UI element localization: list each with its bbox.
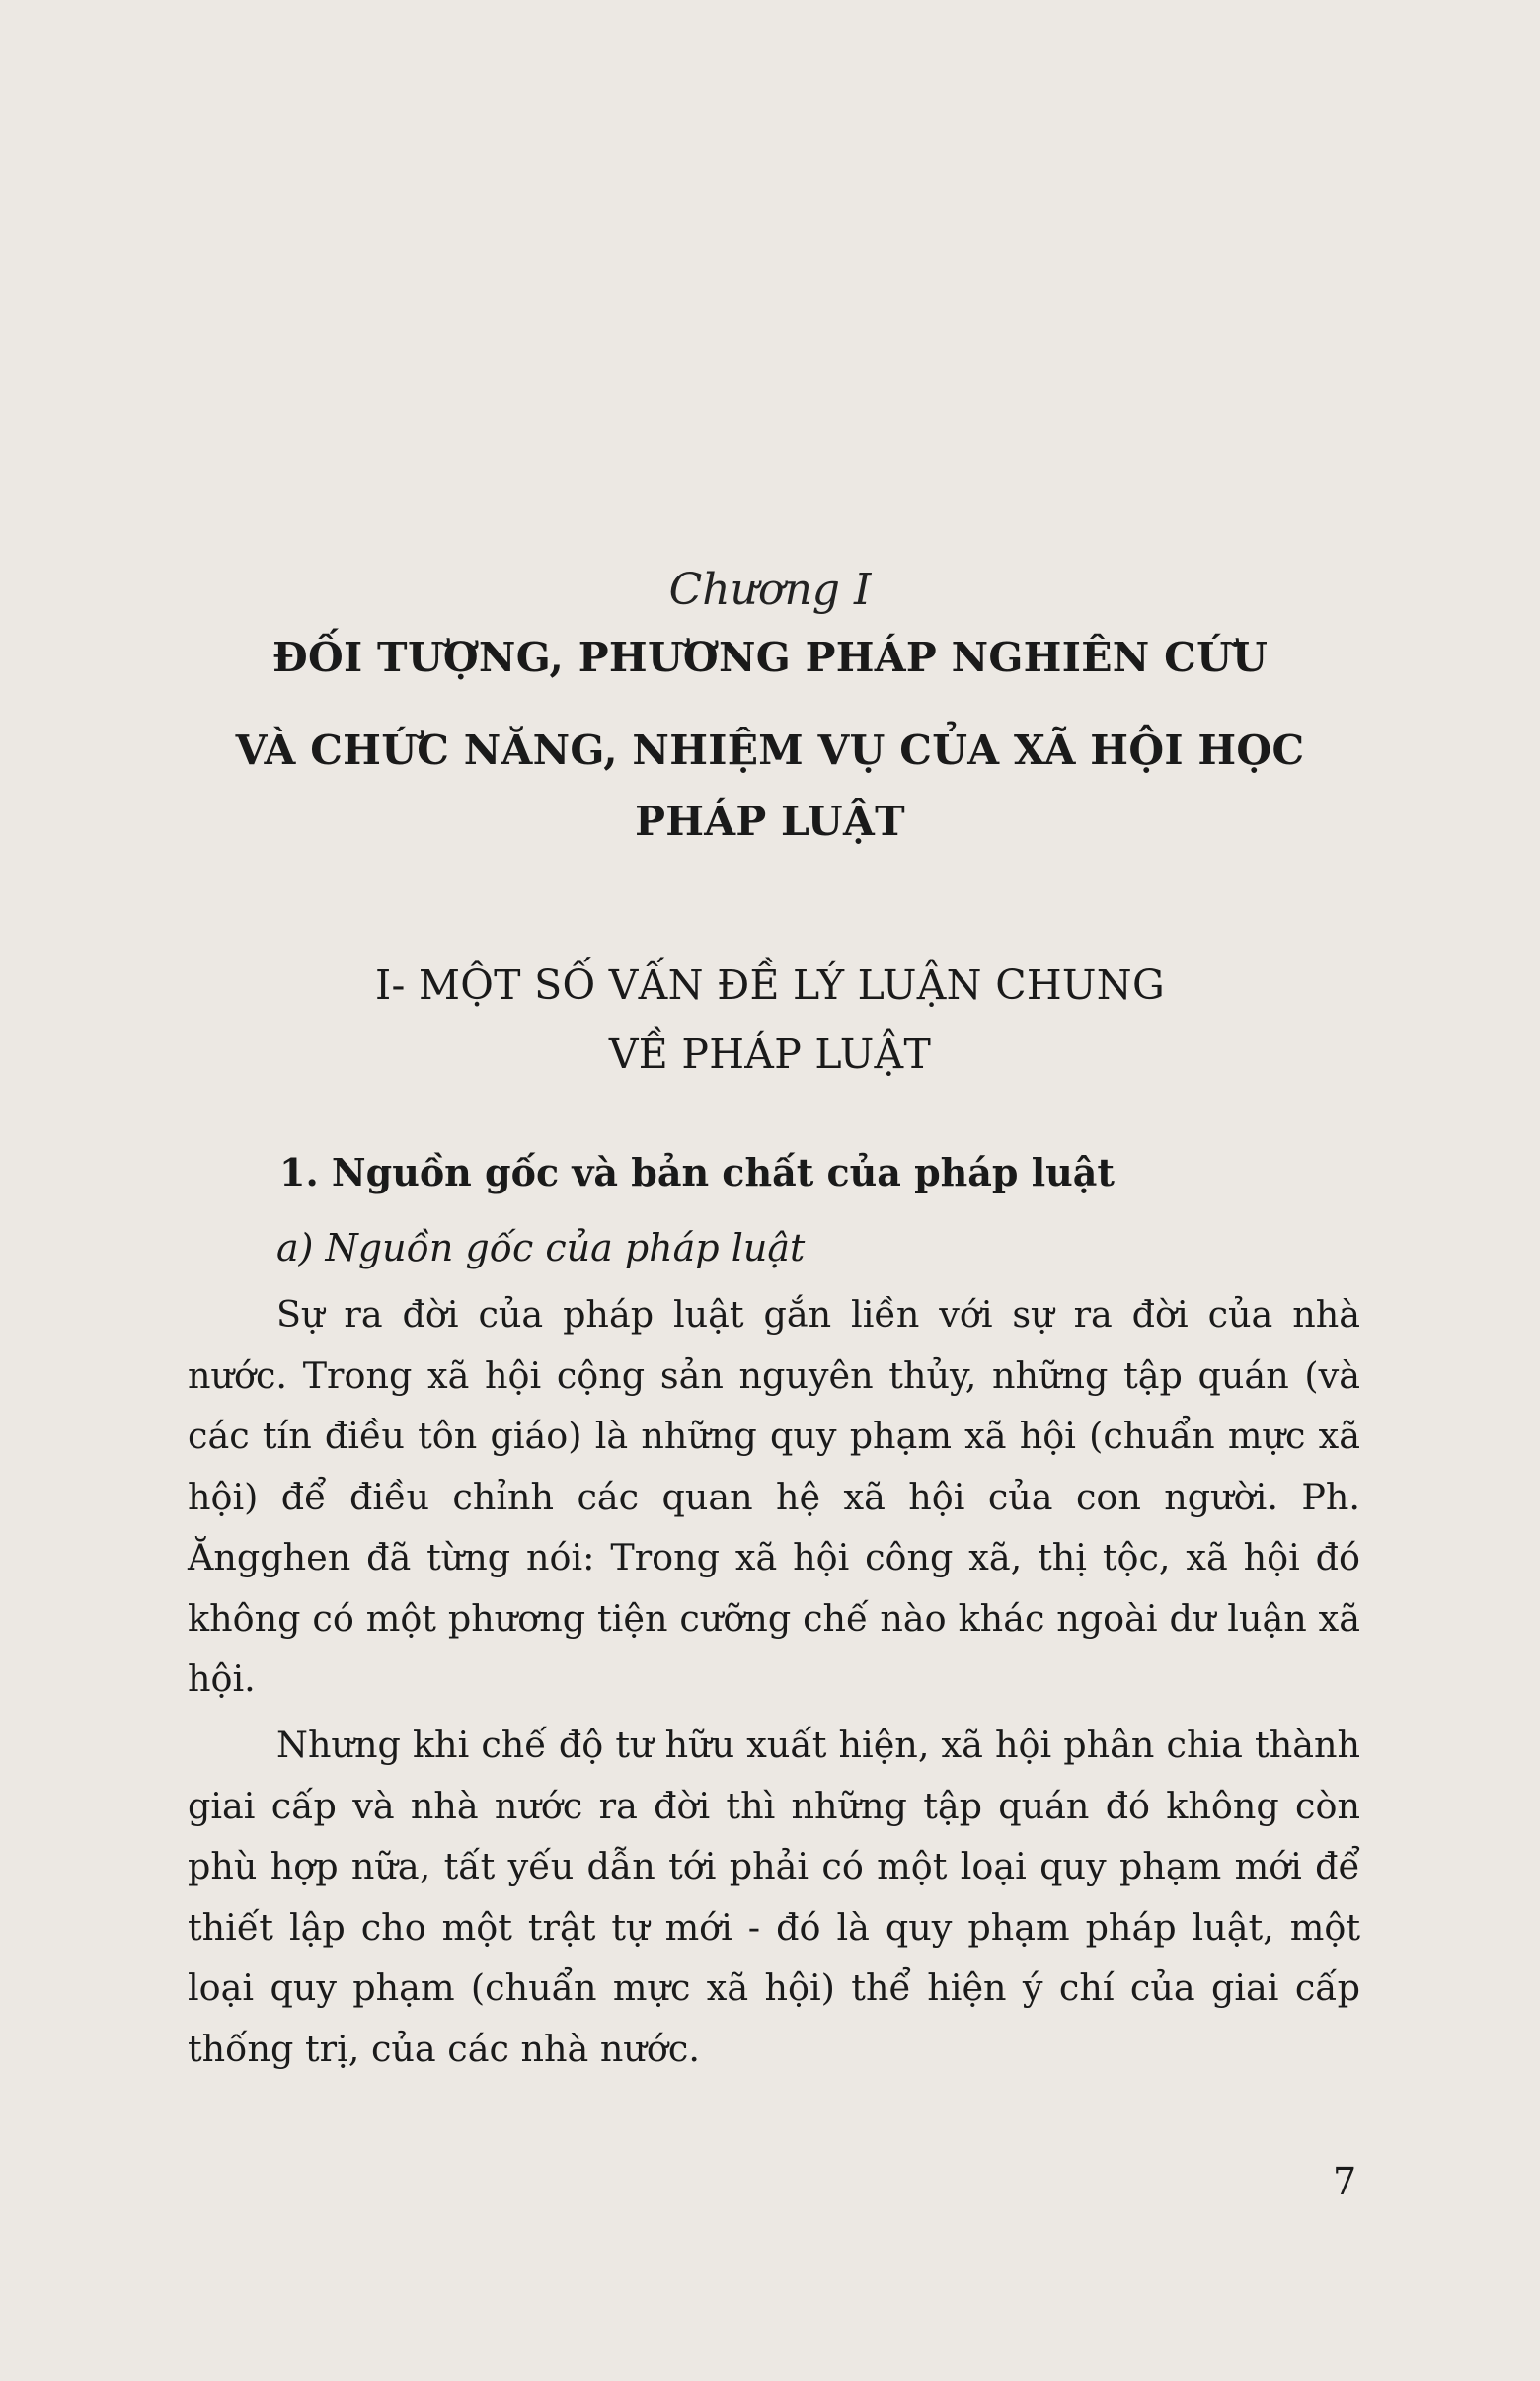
chapter-label: Chương I [668, 565, 872, 615]
chapter-title-line-3: PHÁP LUẬT [635, 798, 905, 845]
page-number: 7 [1333, 2160, 1357, 2203]
paragraph-1-text: Sự ra đời của pháp luật gắn liền với sự ra đời của nhà nước. Trong xã hội cộng sản nguyên thủy, những tập quán (và các tín điều tôn giáo) là những quy phạm xã hội (chuẩn mực xã hội) để điều chỉnh các quan hệ xã hội của con người. Ph. Ăngghen đã từng nói: Trong xã hội công xã, thị tộc, xã hội đó không có một phương tiện cưỡng chế nào khác ngoài dư luận xã hội. [188, 1293, 1360, 1700]
paragraph-2-text: Nhưng khi chế độ tư hữu xuất hiện, xã hội phân chia thành giai cấp và nhà nước ra đời thì những tập quán đó không còn phù hợp nữa, tất yếu dẫn tới phải có một loại quy phạm mới để thiết lập cho một trật tự mới - đó là quy phạm pháp luật, một loại quy phạm (chuẩn mực xã hội) thể hiện ý chí của giai cấp thống trị, của các nhà nước. [188, 1724, 1360, 2070]
section-heading: 1. Nguồn gốc và bản chất của pháp luật [279, 1150, 1115, 1194]
part-title-line-2: VỀ PHÁP LUẬT [608, 1031, 932, 1078]
subsection-heading: a) Nguồn gốc của pháp luật [276, 1226, 806, 1269]
part-title-line-1: I- MỘT SỐ VẤN ĐỀ LÝ LUẬN CHUNG [374, 961, 1166, 1009]
chapter-title-line-2: VÀ CHỨC NĂNG, NHIỆM VỤ CỦA XÃ HỘI HỌC [235, 727, 1305, 774]
paragraph-2 [188, 1715, 1360, 2079]
paragraph-1 [188, 1284, 1360, 1710]
chapter-title-line-1: ĐỐI TƯỢNG, PHƯƠNG PHÁP NGHIÊN CỨU [271, 634, 1269, 681]
